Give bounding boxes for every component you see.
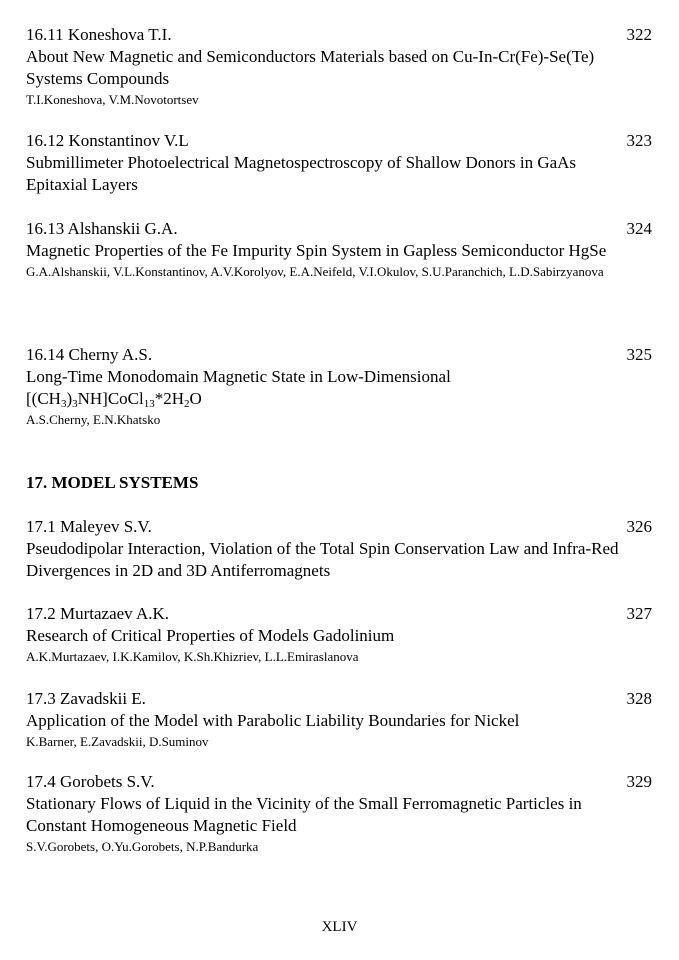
entry-heading: [26, 516, 654, 538]
page-number: 327: [626, 604, 652, 623]
entry-title: Application of the Model with Parabolic Liability Boundaries for Nickel: [26, 711, 520, 730]
toc-entry-16-14: [26, 344, 654, 429]
entry-number-author: 16.11 Koneshova T.I.: [26, 25, 172, 44]
entry-title: Stationary Flows of Liquid in the Vicinity of the Small Ferromagnetic Particles in Constant Homogeneous Magnetic Field: [26, 794, 582, 835]
entry-heading: [26, 344, 654, 366]
chemical-formula: [26, 388, 626, 410]
section-title: 17. MODEL SYSTEMS: [26, 473, 199, 492]
page-footer-number: XLIV: [321, 919, 358, 935]
entry-number-author: 17.2 Murtazaev A.K.: [26, 604, 170, 623]
formula-subscript: 13: [143, 398, 155, 410]
entry-title: [26, 366, 626, 410]
formula-subscript: 2: [184, 398, 190, 410]
entry-authors: K.Barner, E.Zavadskii, D.Suminov: [26, 734, 209, 749]
entry-heading: [26, 24, 654, 46]
entry-authors: T.I.Koneshova, V.M.Novotortsev: [26, 92, 199, 107]
page-number: 324: [626, 219, 652, 238]
entry-number-author: 16.12 Konstantinov V.L: [26, 131, 189, 150]
entry-number-author: 16.14 Cherny A.S.: [26, 345, 153, 364]
entry-number-author: 17.4 Gorobets S.V.: [26, 772, 155, 791]
toc-entry-16-12: [26, 130, 654, 196]
formula-part: O: [189, 389, 202, 408]
toc-entry-16-11: [26, 24, 654, 109]
entry-heading: [26, 130, 654, 152]
entry-authors: S.V.Gorobets, O.Yu.Gorobets, N.P.Bandurka: [26, 839, 259, 854]
page-number: 329: [626, 772, 652, 791]
entry-heading: [26, 603, 654, 625]
page-number: 325: [626, 345, 652, 364]
entry-title: About New Magnetic and Semiconductors Materials based on Cu-In-Cr(Fe)-Se(Te) Systems Compounds: [26, 47, 595, 88]
entry-authors: G.A.Alshanskii, V.L.Konstantinov, A.V.Korolyov, E.A.Neifeld, V.I.Okulov, S.U.Paranchich, L.D.Sabirzyanova: [26, 264, 604, 279]
page-number: 328: [626, 689, 652, 708]
entry-number-author: 17.3 Zavadskii E.: [26, 689, 146, 708]
entry-authors: A.S.Cherny, E.N.Khatsko: [26, 412, 161, 427]
toc-entry-17-2: [26, 603, 654, 666]
entry-heading: [26, 688, 654, 710]
toc-entry-17-4: [26, 771, 654, 856]
toc-entry-16-13: [26, 218, 654, 281]
entry-title-line: Long-Time Monodomain Magnetic State in Low-Dimensional: [26, 367, 451, 386]
entry-title: Magnetic Properties of the Fe Impurity Spin System in Gapless Semiconductor HgSe: [26, 241, 607, 260]
entry-number-author: 17.1 Maleyev S.V.: [26, 517, 152, 536]
toc-entry-17-1: [26, 516, 654, 582]
page-number: 326: [626, 517, 652, 536]
entry-heading: [26, 771, 654, 793]
toc-entry-17-3: [26, 688, 654, 751]
formula-part: ): [66, 389, 73, 408]
entry-title: Submillimeter Photoelectrical Magnetospectroscopy of Shallow Donors in GaAs Epitaxial Layers: [26, 153, 577, 194]
entry-title: Pseudodipolar Interaction, Violation of the Total Spin Conservation Law and Infra-Red Divergences in 2D and 3D Antiferromagnets: [26, 539, 619, 580]
formula-part: NH]CoCl: [77, 389, 144, 408]
formula-subscript: 3: [60, 398, 67, 410]
entry-authors: A.K.Murtazaev, I.K.Kamilov, K.Sh.Khizriev, L.L.Emiraslanova: [26, 649, 359, 664]
page-number: 322: [626, 25, 652, 44]
formula-part: [(CH: [26, 389, 61, 408]
formula-subscript: 3: [72, 398, 78, 410]
entry-title: Research of Critical Properties of Models Gadolinium: [26, 626, 395, 645]
entry-heading: [26, 218, 654, 240]
entry-number-author: 16.13 Alshanskii G.A.: [26, 219, 178, 238]
formula-part: *2H: [154, 389, 185, 408]
page-number: 323: [626, 131, 652, 150]
